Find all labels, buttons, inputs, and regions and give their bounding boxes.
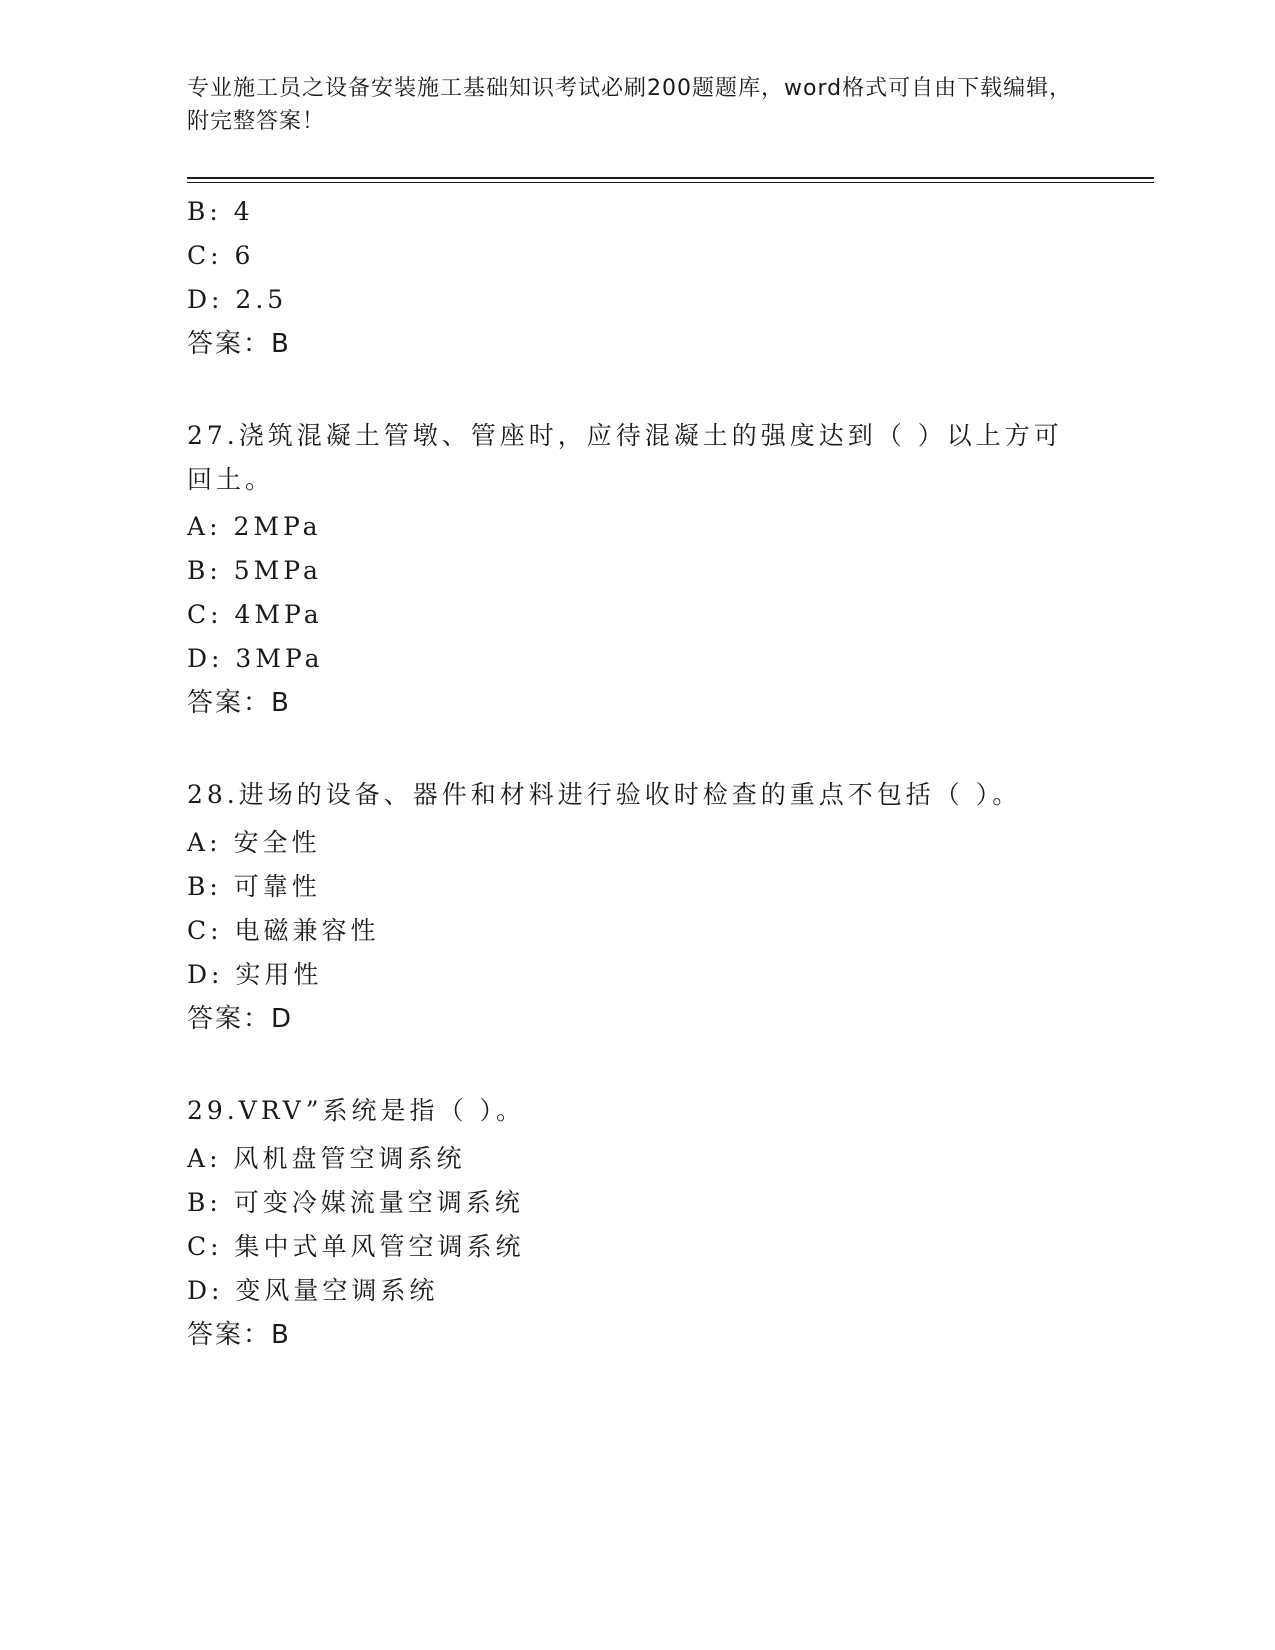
option-text: 6	[234, 241, 255, 270]
option-b: B: 5MPa	[187, 556, 322, 585]
question-stem	[187, 1089, 1067, 1133]
option-d: D: 实用性	[187, 960, 323, 989]
option-c: C: 6	[187, 241, 255, 270]
option-d: D: 2.5	[187, 285, 288, 314]
option-label: C	[187, 1232, 211, 1261]
option-text: 5MPa	[233, 556, 322, 585]
option-label: D	[187, 644, 212, 673]
question-number: 29.	[187, 1096, 239, 1125]
question-stem	[187, 773, 1067, 817]
answer-prefix: 答案：	[187, 329, 272, 359]
option-label: A	[187, 828, 210, 857]
option-text: 变风量空调系统	[235, 1276, 439, 1305]
option-label: C	[187, 600, 211, 629]
option-a: A: 安全性	[187, 828, 321, 857]
answer-prefix: 答案：	[187, 688, 272, 718]
option-d: D: 变风量空调系统	[187, 1276, 439, 1305]
answer-line	[187, 1004, 293, 1034]
option-c: C: 集中式单风管空调系统	[187, 1232, 525, 1261]
option-label: B	[187, 556, 210, 585]
option-text: 电磁兼容性	[234, 916, 380, 945]
answer-prefix: 答案：	[187, 1320, 272, 1350]
answer-prefix: 答案：	[187, 1004, 272, 1034]
option-b: B: 4	[187, 197, 254, 226]
option-text: 3MPa	[235, 644, 324, 673]
answer-value: B	[271, 688, 291, 718]
option-b: B: 可靠性	[187, 872, 321, 901]
option-text: 4	[233, 197, 254, 226]
option-b: B: 可变冷媒流量空调系统	[187, 1188, 524, 1217]
answer-line	[187, 688, 291, 718]
option-text: 集中式单风管空调系统	[234, 1232, 525, 1261]
option-text: 2MPa	[233, 512, 322, 541]
option-label: A	[187, 512, 210, 541]
option-text: 可变冷媒流量空调系统	[233, 1188, 524, 1217]
header-divider-thin	[187, 182, 1154, 183]
answer-value: D	[271, 1004, 294, 1034]
answer-line	[187, 1320, 291, 1350]
option-label: A	[187, 1144, 210, 1173]
option-label: B	[187, 1188, 210, 1217]
option-text: 实用性	[235, 960, 323, 989]
question-stem	[187, 414, 1067, 502]
option-d: D: 3MPa	[187, 644, 324, 673]
option-text: 可靠性	[233, 872, 321, 901]
option-text: 2.5	[235, 285, 288, 314]
page-header: 专业施工员之设备安装施工基础知识考试必刷200题题库，word格式可自由下载编辑，附完整答案！	[187, 76, 1073, 134]
option-label: B	[187, 197, 210, 226]
option-c: C: 电磁兼容性	[187, 916, 380, 945]
option-text: 风机盘管空调系统	[233, 1144, 466, 1173]
option-c: C: 4MPa	[187, 600, 323, 629]
option-label: C	[187, 916, 211, 945]
option-text: 安全性	[233, 828, 321, 857]
option-text: 4MPa	[234, 600, 323, 629]
option-label: C	[187, 241, 211, 270]
option-label: D	[187, 1276, 212, 1305]
answer-line	[187, 329, 291, 359]
question-text: VRV”系统是指（ ）。	[238, 1096, 525, 1125]
option-label: D	[187, 960, 212, 989]
header-divider	[187, 177, 1154, 179]
question-number: 28.	[187, 780, 239, 809]
answer-value: B	[271, 1320, 291, 1350]
answer-value: B	[271, 329, 291, 359]
question-text: 浇筑混凝土管墩、管座时，应待混凝土的强度达到（ ）以上方可回土。	[187, 421, 1063, 494]
question-number: 27.	[187, 421, 239, 450]
option-label: D	[187, 285, 212, 314]
option-a: A: 2MPa	[187, 512, 322, 541]
option-label: B	[187, 872, 210, 901]
option-a: A: 风机盘管空调系统	[187, 1144, 466, 1173]
question-text: 进场的设备、器件和材料进行验收时检查的重点不包括（ ）。	[238, 780, 1022, 809]
